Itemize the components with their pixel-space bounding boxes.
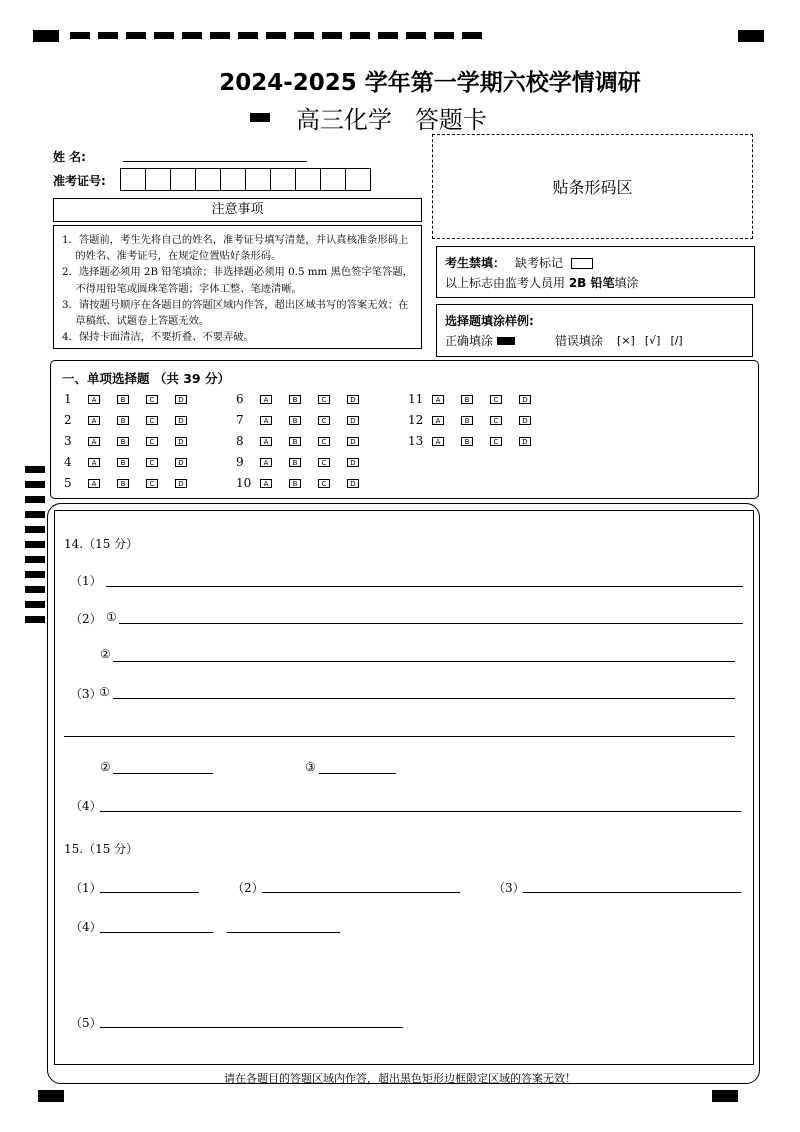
- mc-option-bubble[interactable]: B: [117, 437, 129, 446]
- wrong-mark: [×]: [617, 334, 635, 347]
- q14-part2-sub2: ②: [100, 647, 111, 661]
- answer-line[interactable]: [319, 773, 396, 774]
- timing-mark: [70, 32, 90, 39]
- correct-fill-sample: [497, 337, 515, 345]
- mc-question-number: 13: [408, 434, 424, 448]
- mc-option-bubble[interactable]: A: [432, 395, 444, 404]
- wrong-mark: [√]: [644, 334, 661, 347]
- wrong-mark: [/]: [670, 334, 683, 347]
- q14-title: 14.（15 分）: [64, 537, 139, 551]
- mc-option-bubble[interactable]: B: [289, 416, 301, 425]
- barcode-label: 贴条形码区: [552, 178, 633, 197]
- answer-line[interactable]: [119, 623, 743, 624]
- q15-part4-label: （4）: [70, 920, 102, 934]
- mc-option-bubble[interactable]: A: [88, 479, 100, 488]
- id-cell[interactable]: [170, 168, 196, 191]
- mc-option-bubble[interactable]: D: [347, 437, 359, 446]
- timing-mark: [462, 32, 482, 39]
- notice-item: 2．选择题必须用 2B 铅笔填涂；非选择题必须用 0.5 mm 黑色签字笔答题，不得用铅笔或圆珠笔答题；字体工整、笔迹清晰。: [62, 266, 413, 295]
- mc-option-bubble[interactable]: D: [347, 458, 359, 467]
- timing-mark: [25, 511, 45, 518]
- id-cell[interactable]: [220, 168, 246, 191]
- timing-mark: [182, 32, 202, 39]
- mc-option-bubble[interactable]: A: [260, 479, 272, 488]
- timing-mark: [210, 32, 230, 39]
- timing-mark: [434, 32, 454, 39]
- timing-mark: [266, 32, 286, 39]
- timing-mark: [406, 32, 426, 39]
- timing-mark: [25, 466, 45, 473]
- mc-option-bubble[interactable]: D: [347, 479, 359, 488]
- absence-checkbox[interactable]: [571, 258, 593, 269]
- name-field[interactable]: [123, 161, 307, 162]
- mc-option-bubble[interactable]: A: [88, 458, 100, 467]
- q15-part1-label: （1）: [70, 881, 102, 895]
- answer-line[interactable]: [262, 892, 460, 893]
- mc-question: [64, 413, 204, 427]
- q15-part2-label: （2）: [232, 881, 264, 895]
- mc-question-number: 9: [236, 455, 244, 469]
- mc-question: [236, 413, 376, 427]
- timing-mark: [25, 571, 45, 578]
- mc-question: [64, 455, 204, 469]
- mc-question: [236, 455, 376, 469]
- timing-mark: [154, 32, 174, 39]
- timing-mark: [712, 1090, 738, 1102]
- mc-option-bubble[interactable]: C: [146, 416, 158, 425]
- mc-question-number: 3: [64, 434, 72, 448]
- q14-part2-label: （2）: [70, 612, 102, 626]
- wrong-fill-label: 错误填涂: [555, 334, 604, 348]
- mc-option-bubble[interactable]: C: [146, 395, 158, 404]
- answer-line[interactable]: [113, 698, 735, 699]
- exam-id-label: 准考证号:: [53, 174, 106, 188]
- timing-mark: [25, 481, 45, 488]
- timing-mark: [25, 541, 45, 548]
- id-cell[interactable]: [195, 168, 221, 191]
- mc-option-bubble[interactable]: A: [432, 437, 444, 446]
- mc-question: [64, 476, 204, 490]
- mc-question-number: 7: [236, 413, 244, 427]
- mc-title: 一、单项选择题 （共 39 分）: [62, 371, 230, 386]
- mc-option-bubble[interactable]: A: [260, 437, 272, 446]
- exam-id-cells[interactable]: [120, 168, 370, 191]
- id-cell[interactable]: [320, 168, 346, 191]
- mc-question-number: 1: [64, 392, 72, 406]
- absence-note-bold: 2B 铅笔: [568, 276, 615, 290]
- mc-option-bubble[interactable]: A: [88, 395, 100, 404]
- q14-part1-label: （1）: [70, 574, 102, 588]
- mc-option-bubble[interactable]: D: [519, 437, 531, 446]
- q14-part3-sub1: ①: [99, 685, 110, 699]
- mc-option-bubble[interactable]: B: [117, 416, 129, 425]
- mc-option-bubble[interactable]: C: [490, 395, 502, 404]
- mc-option-bubble[interactable]: B: [461, 395, 473, 404]
- q14-part4-label: （4）: [70, 799, 102, 813]
- mc-option-bubble[interactable]: A: [88, 437, 100, 446]
- mc-question-number: 10: [236, 476, 252, 490]
- q14-part3-sub2: ②: [100, 760, 111, 774]
- mc-option-bubble[interactable]: A: [260, 458, 272, 467]
- mc-question-number: 4: [64, 455, 72, 469]
- absence-note-suffix: 填涂: [614, 276, 639, 290]
- timing-mark: [38, 1090, 64, 1102]
- absence-label: 考生禁填：: [445, 256, 506, 270]
- mc-option-bubble[interactable]: D: [175, 458, 187, 467]
- notice-item: 1．答题前，考生先将自己的姓名，准考证号填写清楚，并认真核准条形码上的姓名、准考证号，在规定位置贴好条形码。: [62, 234, 409, 263]
- mc-option-bubble[interactable]: A: [88, 416, 100, 425]
- timing-mark: [25, 601, 45, 608]
- left-timing-marks: [25, 466, 45, 623]
- q15-title: 15.（15 分）: [64, 842, 139, 856]
- timing-mark: [25, 586, 45, 593]
- answer-line[interactable]: [113, 773, 213, 774]
- barcode-area: [432, 134, 753, 239]
- timing-mark: [738, 30, 764, 42]
- mc-question-number: 6: [236, 392, 244, 406]
- mc-question: [64, 434, 204, 448]
- q14-part2-sub1: ①: [106, 610, 117, 624]
- fill-sample-title: 选择题填涂样例:: [445, 314, 534, 328]
- absence-box: [436, 246, 755, 298]
- mc-option-bubble[interactable]: D: [175, 395, 187, 404]
- answer-line[interactable]: [100, 1027, 403, 1028]
- timing-mark: [33, 30, 59, 42]
- fill-sample-box: [436, 304, 753, 357]
- mc-question-number: 11: [408, 392, 424, 406]
- mc-question: [408, 413, 548, 427]
- id-cell[interactable]: [120, 168, 146, 191]
- mc-question: [236, 392, 376, 406]
- mc-option-bubble[interactable]: D: [519, 416, 531, 425]
- mc-question: [236, 434, 376, 448]
- timing-mark: [350, 32, 370, 39]
- top-timing-marks: [70, 32, 482, 39]
- mc-option-bubble[interactable]: B: [117, 458, 129, 467]
- mc-question: [236, 476, 376, 490]
- answer-line[interactable]: [100, 892, 199, 893]
- id-cell[interactable]: [145, 168, 171, 191]
- id-cell[interactable]: [270, 168, 296, 191]
- footer-warning: 请在各题目的答题区域内作答，超出黑色矩形边框限定区域的答案无效！: [224, 1072, 576, 1085]
- mc-option-bubble[interactable]: B: [117, 395, 129, 404]
- mc-option-bubble[interactable]: D: [175, 479, 187, 488]
- mc-option-bubble[interactable]: D: [519, 395, 531, 404]
- notice-body: [53, 225, 422, 349]
- answer-line[interactable]: [113, 661, 735, 662]
- mc-question: [408, 392, 548, 406]
- timing-mark: [378, 32, 398, 39]
- mc-option-bubble[interactable]: C: [318, 458, 330, 467]
- mc-option-bubble[interactable]: B: [461, 437, 473, 446]
- subject-title: [250, 100, 487, 135]
- mc-option-bubble[interactable]: C: [318, 437, 330, 446]
- notice-heading: 注意事项: [53, 198, 422, 222]
- mc-question-number: 12: [408, 413, 424, 427]
- mc-option-bubble[interactable]: D: [175, 437, 187, 446]
- name-label: 姓 名:: [53, 150, 86, 164]
- answer-line[interactable]: [227, 932, 340, 933]
- mc-option-bubble[interactable]: B: [289, 437, 301, 446]
- mc-option-bubble[interactable]: D: [347, 416, 359, 425]
- subject-title-text: 高三化学 答题卡: [296, 106, 487, 134]
- mc-question-number: 8: [236, 434, 244, 448]
- mc-option-bubble[interactable]: D: [347, 395, 359, 404]
- mc-option-bubble[interactable]: A: [260, 416, 272, 425]
- mc-option-bubble[interactable]: C: [490, 416, 502, 425]
- mc-option-bubble[interactable]: D: [175, 416, 187, 425]
- mc-option-bubble[interactable]: C: [146, 458, 158, 467]
- notice-item: 4．保持卡面清洁，不要折叠、不要弄破。: [62, 331, 254, 344]
- correct-fill-label: 正确填涂: [445, 334, 494, 348]
- answer-line[interactable]: [100, 811, 741, 812]
- mc-question: [64, 392, 204, 406]
- q14-part3-label: （3）: [70, 687, 102, 701]
- mc-option-bubble[interactable]: B: [289, 458, 301, 467]
- mc-question-number: 5: [64, 476, 72, 490]
- id-cell[interactable]: [245, 168, 271, 191]
- mc-option-bubble[interactable]: B: [461, 416, 473, 425]
- absence-note-prefix: 以上标志由监考人员用: [445, 276, 569, 290]
- mc-option-bubble[interactable]: B: [289, 395, 301, 404]
- mc-option-bubble[interactable]: B: [289, 479, 301, 488]
- id-cell[interactable]: [345, 168, 371, 191]
- title-marker: [250, 113, 270, 122]
- mc-option-bubble[interactable]: B: [117, 479, 129, 488]
- mc-option-bubble[interactable]: C: [146, 479, 158, 488]
- answer-line[interactable]: [523, 892, 741, 893]
- timing-mark: [294, 32, 314, 39]
- mc-option-bubble[interactable]: A: [432, 416, 444, 425]
- mc-option-bubble[interactable]: C: [146, 437, 158, 446]
- q14-part3-sub3: ③: [305, 760, 316, 774]
- timing-mark: [25, 496, 45, 503]
- mc-question-number: 2: [64, 413, 72, 427]
- answer-area: [54, 510, 754, 1065]
- mc-option-bubble[interactable]: C: [318, 479, 330, 488]
- timing-mark: [25, 556, 45, 563]
- timing-mark: [322, 32, 342, 39]
- q15-part5-label: （5）: [70, 1016, 102, 1030]
- absence-mark-label: 缺考标记: [515, 256, 564, 270]
- mc-option-bubble[interactable]: C: [318, 395, 330, 404]
- notice-item: 3．请按题号顺序在各题目的答题区域内作答，超出区域书写的答案无效；在草稿纸、试题卷上答题无效。: [62, 298, 409, 328]
- timing-mark: [98, 32, 118, 39]
- timing-mark: [238, 32, 258, 39]
- exam-title: 2024-2025 学年第一学期六校学情调研: [219, 70, 641, 96]
- mc-option-bubble[interactable]: A: [260, 395, 272, 404]
- id-cell[interactable]: [295, 168, 321, 191]
- answer-line[interactable]: [64, 736, 735, 737]
- q15-part3-label: （3）: [493, 881, 525, 895]
- mc-option-bubble[interactable]: C: [490, 437, 502, 446]
- answer-line[interactable]: [100, 932, 213, 933]
- timing-mark: [25, 526, 45, 533]
- mc-question: [408, 434, 548, 448]
- answer-line[interactable]: [106, 586, 743, 587]
- timing-mark: [25, 616, 45, 623]
- timing-mark: [126, 32, 146, 39]
- mc-option-bubble[interactable]: C: [318, 416, 330, 425]
